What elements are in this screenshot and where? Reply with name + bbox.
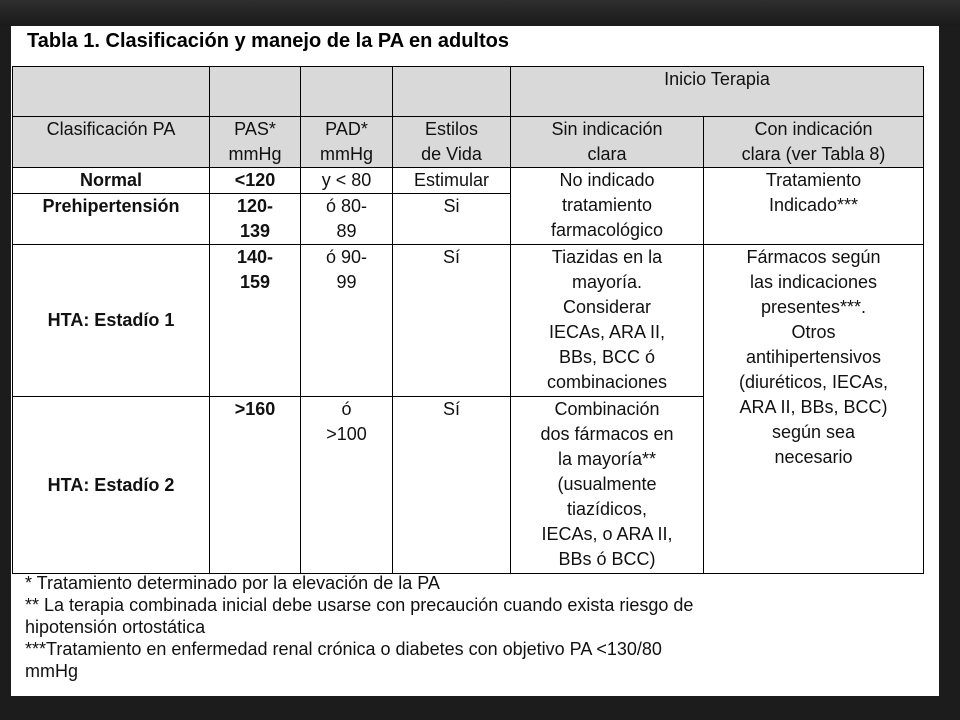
cell-line: ARA II, BBs, BCC) <box>739 397 888 417</box>
sin-indicacion-estadio-1 <box>511 245 704 397</box>
header-row <box>13 117 924 168</box>
header-inicio-terapia-text: Inicio Terapia <box>664 69 770 89</box>
cell-line: Tratamiento <box>765 170 862 190</box>
row-label-estadio-1: HTA: Estadío 1 <box>13 245 210 397</box>
cell-line: No indicado <box>559 170 655 190</box>
header-pad <box>301 117 393 168</box>
header-clasificacion <box>13 117 210 168</box>
pas-prehipertension <box>210 194 301 245</box>
header-sin-line: Sin indicación <box>551 119 663 139</box>
estilos-normal: Estimular <box>393 168 511 194</box>
sin-indicacion-estadio-2 <box>511 397 704 574</box>
cell-line: Tiazidas en la <box>551 247 663 267</box>
header-pad-line: mmHg <box>320 144 373 164</box>
con-indicacion-estadio-1-2 <box>704 245 924 574</box>
row-label-normal: Normal <box>13 168 210 194</box>
con-indicacion-normal-pre <box>704 168 924 245</box>
cell-line: combinaciones <box>546 372 668 392</box>
cell-line: tratamiento <box>561 195 653 215</box>
header-empty-cell <box>393 67 511 117</box>
pas-normal: <120 <box>210 168 301 194</box>
cell-line: Fármacos según <box>746 247 881 267</box>
header-estilos-line: Estilos <box>424 119 478 139</box>
header-sin-indicacion <box>511 117 704 168</box>
cell-line: ó <box>341 399 352 419</box>
cell-line: necesario <box>774 447 853 467</box>
header-sin-line: clara <box>587 144 627 164</box>
cell-line: 140- <box>236 247 274 267</box>
footnote-line: * Tratamiento determinado por la elevación de la PA <box>25 573 440 593</box>
footnotes <box>25 572 925 682</box>
cell-line: mayoría. <box>571 272 643 292</box>
cell-line: antihipertensivos <box>745 347 882 367</box>
cell-line: IECAs, ARA II, <box>548 322 666 342</box>
classification-table <box>12 66 924 574</box>
pas-estadio-2: >160 <box>210 397 301 574</box>
cell-line: la mayoría** <box>557 449 657 469</box>
footnote-line: mmHg <box>25 661 78 681</box>
header-estilos <box>393 117 511 168</box>
cell-line: (diuréticos, IECAs, <box>738 372 889 392</box>
pad-normal: y < 80 <box>301 168 393 194</box>
cell-line: ó 80- <box>325 196 368 216</box>
footnote-line: hipotensión ortostática <box>25 617 206 637</box>
row-label-estadio-2: HTA: Estadío 2 <box>13 397 210 574</box>
table-row-normal <box>13 168 924 194</box>
header-pas <box>210 117 301 168</box>
cell-line: Considerar <box>562 297 652 317</box>
pas-estadio-1 <box>210 245 301 397</box>
cell-line: según sea <box>771 422 856 442</box>
cell-line: IECAs, o ARA II, <box>541 524 673 544</box>
sin-indicacion-normal-pre <box>511 168 704 245</box>
estilos-estadio-1: Sí <box>393 245 511 397</box>
header-pas-line: PAS* <box>234 119 276 139</box>
footnote-line: ***Tratamiento en enfermedad renal crónica o diabetes con objetivo PA <130/80 <box>25 639 662 659</box>
cell-line: 89 <box>336 221 357 241</box>
table-title: Tabla 1. Clasificación y manejo de la PA en adultos <box>27 30 509 52</box>
cell-line: BBs ó BCC) <box>558 549 656 569</box>
header-clasificacion-text: Clasificación PA <box>46 119 176 139</box>
cell-line: BBs, BCC ó <box>558 347 656 367</box>
cell-line: 139 <box>239 221 271 241</box>
header-estilos-line: de Vida <box>421 144 482 164</box>
pad-estadio-2 <box>301 397 393 574</box>
cell-line: 120- <box>236 196 274 216</box>
estilos-estadio-2: Sí <box>393 397 511 574</box>
cell-line: Combinación <box>554 399 660 419</box>
header-inicio-terapia <box>511 67 924 117</box>
cell-line: farmacológico <box>550 220 664 240</box>
top-bar <box>0 0 960 26</box>
estilos-prehipertension: Si <box>393 194 511 245</box>
header-empty-cell <box>13 67 210 117</box>
cell-line: las indicaciones <box>749 272 878 292</box>
cell-line: >100 <box>326 424 367 444</box>
header-group-row <box>13 67 924 117</box>
header-con-indicacion <box>704 117 924 168</box>
pad-prehipertension <box>301 194 393 245</box>
header-con-line: clara (ver Tabla 8) <box>741 144 886 164</box>
cell-line: presentes***. <box>760 297 867 317</box>
footnote-line: ** La terapia combinada inicial debe usarse con precaución cuando exista riesgo de <box>25 595 694 615</box>
cell-line: 159 <box>239 272 271 292</box>
slide <box>11 26 939 696</box>
header-pad-line: PAD* <box>325 119 368 139</box>
pad-estadio-1 <box>301 245 393 397</box>
row-label-prehipertension: Prehipertensión <box>13 194 210 245</box>
cell-line: Indicado*** <box>768 195 859 215</box>
header-pas-line: mmHg <box>228 144 282 164</box>
header-empty-cell <box>301 67 393 117</box>
cell-line: ó 90- <box>325 247 368 267</box>
table-row-estadio-1 <box>13 245 924 397</box>
cell-line: 99 <box>336 272 357 292</box>
cell-line: (usualmente <box>557 474 657 494</box>
header-empty-cell <box>210 67 301 117</box>
cell-line: tiazídicos, <box>566 499 648 519</box>
cell-line: Otros <box>791 322 836 342</box>
header-con-line: Con indicación <box>754 119 873 139</box>
cell-line: dos fármacos en <box>540 424 674 444</box>
